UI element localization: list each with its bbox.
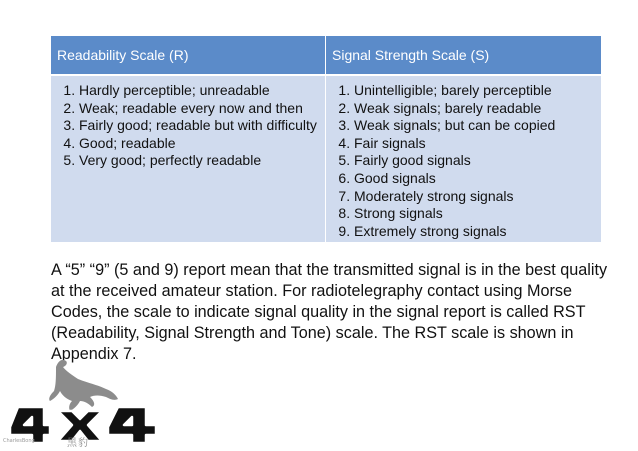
signal-strength-item: 8. Strong signals <box>354 205 597 223</box>
readability-item: 3. Fairly good; readable but with difficulty <box>79 117 321 135</box>
logo-signature: CharlesBong <box>3 438 35 444</box>
signal-strength-item: 4. Fair signals <box>354 135 597 153</box>
signal-strength-item: 1. Unintelligible; barely perceptible <box>354 82 597 100</box>
signal-strength-item: 9. Extremely strong signals <box>354 223 597 241</box>
scale-table <box>51 36 601 242</box>
readability-item: 5. Very good; perfectly readable <box>79 152 321 170</box>
signal-strength-list <box>332 82 597 240</box>
signal-strength-item: 2. Weak signals; barely readable <box>354 100 597 118</box>
table-header-row <box>51 36 601 76</box>
readability-item: 1. Hardly perceptible; unreadable <box>79 82 321 100</box>
readability-list <box>57 82 321 170</box>
signal-strength-cell <box>326 76 601 242</box>
signal-strength-item: 6. Good signals <box>354 170 597 188</box>
signal-strength-item: 3. Weak signals; but can be copied <box>354 117 597 135</box>
readability-cell <box>51 76 326 242</box>
table-body-row <box>51 76 601 242</box>
header-readability: Readability Scale (R) <box>51 36 326 76</box>
body-paragraph: A “5” “9” (5 and 9) report mean that the transmitted signal is in the best quality at the received amateur station. For radiotelegraphy contact using Morse Codes, the scale to indicate signal quality in the signal report is called RST (Readability, Signal Strength and Tone) scale. The RST scale is shown in Appendix 7. <box>51 261 608 363</box>
panther-silhouette <box>49 360 118 411</box>
signal-strength-item: 7. Moderately strong signals <box>354 188 597 206</box>
logo-cjk-text: 黑豹 <box>67 438 89 449</box>
readability-item: 4. Good; readable <box>79 135 321 153</box>
signal-strength-item: 5. Fairly good signals <box>354 152 597 170</box>
header-signal-strength: Signal Strength Scale (S) <box>326 36 601 76</box>
readability-item: 2. Weak; readable every now and then <box>79 100 321 118</box>
